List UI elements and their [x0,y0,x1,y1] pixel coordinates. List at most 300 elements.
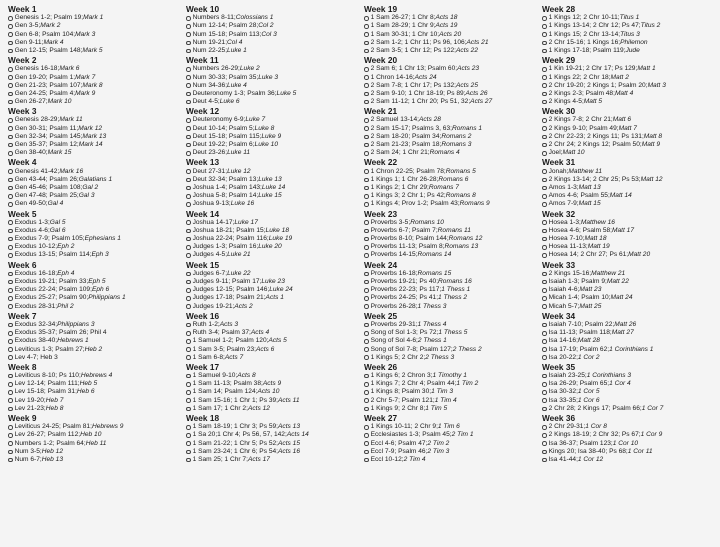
checkbox-circle-icon[interactable] [186,126,191,131]
reading-item[interactable] [364,116,538,124]
checkbox-circle-icon[interactable] [542,143,547,148]
checkbox-circle-icon[interactable] [364,323,369,328]
reading-item[interactable] [542,448,716,456]
checkbox-circle-icon[interactable] [542,433,547,438]
checkbox-circle-icon[interactable] [364,339,369,344]
reading-item[interactable] [542,243,716,251]
reading-item[interactable] [186,227,360,235]
checkbox-circle-icon[interactable] [364,24,369,29]
reading-item[interactable] [186,423,360,431]
checkbox-circle-icon[interactable] [364,75,369,80]
checkbox-circle-icon[interactable] [8,272,13,277]
reading-item[interactable] [8,235,182,243]
reading-item[interactable] [542,405,716,413]
checkbox-circle-icon[interactable] [8,100,13,105]
checkbox-circle-icon[interactable] [364,194,369,199]
checkbox-circle-icon[interactable] [364,169,369,174]
checkbox-circle-icon[interactable] [542,220,547,225]
checkbox-circle-icon[interactable] [8,288,13,293]
reading-item[interactable] [364,278,538,286]
reading-item[interactable] [542,219,716,227]
reading-item[interactable] [186,397,360,405]
checkbox-circle-icon[interactable] [364,458,369,463]
checkbox-circle-icon[interactable] [542,41,547,46]
checkbox-circle-icon[interactable] [8,245,13,250]
reading-item[interactable] [364,125,538,133]
checkbox-circle-icon[interactable] [364,407,369,412]
reading-item[interactable] [364,440,538,448]
reading-item[interactable] [186,270,360,278]
reading-item[interactable] [186,176,360,184]
checkbox-circle-icon[interactable] [364,41,369,46]
reading-item[interactable] [8,286,182,294]
checkbox-circle-icon[interactable] [186,331,191,336]
reading-item[interactable] [542,74,716,82]
checkbox-circle-icon[interactable] [542,458,547,463]
checkbox-circle-icon[interactable] [8,67,13,72]
reading-item[interactable] [364,90,538,98]
reading-item[interactable] [364,431,538,439]
reading-item[interactable] [8,440,182,448]
reading-item[interactable] [542,251,716,259]
checkbox-circle-icon[interactable] [186,229,191,234]
reading-item[interactable] [8,149,182,157]
checkbox-circle-icon[interactable] [364,92,369,97]
reading-item[interactable] [186,65,360,73]
checkbox-circle-icon[interactable] [8,151,13,156]
reading-item[interactable] [542,397,716,405]
reading-item[interactable] [8,200,182,208]
checkbox-circle-icon[interactable] [542,296,547,301]
reading-item[interactable] [542,423,716,431]
reading-item[interactable] [364,192,538,200]
checkbox-circle-icon[interactable] [542,398,547,403]
reading-item[interactable] [542,270,716,278]
checkbox-circle-icon[interactable] [8,92,13,97]
checkbox-circle-icon[interactable] [186,245,191,250]
checkbox-circle-icon[interactable] [186,135,191,140]
reading-item[interactable] [186,329,360,337]
checkbox-circle-icon[interactable] [364,118,369,123]
checkbox-circle-icon[interactable] [186,194,191,199]
reading-item[interactable] [364,39,538,47]
checkbox-circle-icon[interactable] [364,450,369,455]
reading-item[interactable] [542,278,716,286]
reading-item[interactable] [364,372,538,380]
reading-item[interactable] [364,456,538,464]
checkbox-circle-icon[interactable] [542,304,547,309]
reading-item[interactable] [8,125,182,133]
reading-item[interactable] [186,22,360,30]
checkbox-circle-icon[interactable] [542,237,547,242]
reading-item[interactable] [364,354,538,362]
checkbox-circle-icon[interactable] [8,441,13,446]
reading-item[interactable] [364,82,538,90]
reading-item[interactable] [186,440,360,448]
reading-item[interactable] [542,388,716,396]
checkbox-circle-icon[interactable] [542,355,547,360]
reading-item[interactable] [542,380,716,388]
checkbox-circle-icon[interactable] [8,374,13,379]
checkbox-circle-icon[interactable] [364,202,369,207]
reading-item[interactable] [8,116,182,124]
reading-item[interactable] [8,388,182,396]
checkbox-circle-icon[interactable] [364,220,369,225]
reading-item[interactable] [364,397,538,405]
reading-item[interactable] [186,125,360,133]
checkbox-circle-icon[interactable] [186,398,191,403]
checkbox-circle-icon[interactable] [542,288,547,293]
checkbox-circle-icon[interactable] [186,67,191,72]
checkbox-circle-icon[interactable] [8,304,13,309]
checkbox-circle-icon[interactable] [186,32,191,37]
checkbox-circle-icon[interactable] [8,398,13,403]
reading-item[interactable] [186,243,360,251]
checkbox-circle-icon[interactable] [186,143,191,148]
reading-item[interactable] [364,74,538,82]
checkbox-circle-icon[interactable] [186,323,191,328]
checkbox-circle-icon[interactable] [8,331,13,336]
reading-item[interactable] [364,200,538,208]
reading-item[interactable] [364,448,538,456]
checkbox-circle-icon[interactable] [542,272,547,277]
checkbox-circle-icon[interactable] [8,382,13,387]
reading-item[interactable] [364,243,538,251]
checkbox-circle-icon[interactable] [186,304,191,309]
checkbox-circle-icon[interactable] [364,331,369,336]
reading-item[interactable] [186,251,360,259]
reading-item[interactable] [542,176,716,184]
checkbox-circle-icon[interactable] [186,339,191,344]
reading-item[interactable] [364,168,538,176]
reading-item[interactable] [542,337,716,345]
reading-item[interactable] [186,380,360,388]
reading-item[interactable] [364,184,538,192]
reading-item[interactable] [186,47,360,55]
checkbox-circle-icon[interactable] [186,220,191,225]
reading-item[interactable] [364,303,538,311]
checkbox-circle-icon[interactable] [542,32,547,37]
reading-item[interactable] [186,456,360,464]
reading-item[interactable] [542,65,716,73]
checkbox-circle-icon[interactable] [542,92,547,97]
reading-item[interactable] [542,22,716,30]
checkbox-circle-icon[interactable] [364,398,369,403]
checkbox-circle-icon[interactable] [8,24,13,29]
reading-item[interactable] [364,47,538,55]
checkbox-circle-icon[interactable] [186,441,191,446]
checkbox-circle-icon[interactable] [542,323,547,328]
checkbox-circle-icon[interactable] [186,374,191,379]
reading-item[interactable] [186,448,360,456]
reading-item[interactable] [364,65,538,73]
reading-item[interactable] [364,22,538,30]
checkbox-circle-icon[interactable] [8,135,13,140]
checkbox-circle-icon[interactable] [8,126,13,131]
reading-item[interactable] [8,74,182,82]
reading-item[interactable] [186,431,360,439]
checkbox-circle-icon[interactable] [364,186,369,191]
checkbox-circle-icon[interactable] [542,118,547,123]
reading-item[interactable] [364,321,538,329]
checkbox-circle-icon[interactable] [8,16,13,21]
reading-item[interactable] [542,431,716,439]
reading-item[interactable] [8,303,182,311]
checkbox-circle-icon[interactable] [542,24,547,29]
checkbox-circle-icon[interactable] [542,135,547,140]
checkbox-circle-icon[interactable] [542,339,547,344]
reading-item[interactable] [186,14,360,22]
reading-item[interactable] [8,47,182,55]
reading-item[interactable] [8,65,182,73]
checkbox-circle-icon[interactable] [8,323,13,328]
reading-item[interactable] [542,116,716,124]
checkbox-circle-icon[interactable] [542,186,547,191]
reading-item[interactable] [8,133,182,141]
reading-item[interactable] [8,98,182,106]
reading-item[interactable] [364,133,538,141]
checkbox-circle-icon[interactable] [186,41,191,46]
reading-item[interactable] [8,168,182,176]
checkbox-circle-icon[interactable] [542,126,547,131]
reading-item[interactable] [364,388,538,396]
checkbox-circle-icon[interactable] [542,202,547,207]
reading-item[interactable] [364,286,538,294]
checkbox-circle-icon[interactable] [542,390,547,395]
checkbox-circle-icon[interactable] [364,304,369,309]
reading-item[interactable] [364,405,538,413]
checkbox-circle-icon[interactable] [8,143,13,148]
checkbox-circle-icon[interactable] [186,433,191,438]
checkbox-circle-icon[interactable] [542,280,547,285]
reading-item[interactable] [186,219,360,227]
checkbox-circle-icon[interactable] [186,425,191,430]
reading-item[interactable] [186,354,360,362]
checkbox-circle-icon[interactable] [8,407,13,412]
checkbox-circle-icon[interactable] [8,390,13,395]
reading-item[interactable] [8,380,182,388]
reading-item[interactable] [186,346,360,354]
reading-item[interactable] [364,380,538,388]
reading-item[interactable] [542,149,716,157]
checkbox-circle-icon[interactable] [542,169,547,174]
checkbox-circle-icon[interactable] [186,296,191,301]
checkbox-circle-icon[interactable] [542,100,547,105]
checkbox-circle-icon[interactable] [8,347,13,352]
reading-item[interactable] [186,74,360,82]
checkbox-circle-icon[interactable] [364,67,369,72]
reading-item[interactable] [8,405,182,413]
checkbox-circle-icon[interactable] [542,229,547,234]
reading-item[interactable] [186,98,360,106]
checkbox-circle-icon[interactable] [8,253,13,258]
checkbox-circle-icon[interactable] [364,272,369,277]
reading-item[interactable] [8,22,182,30]
reading-item[interactable] [364,14,538,22]
reading-item[interactable] [8,270,182,278]
reading-item[interactable] [186,149,360,157]
checkbox-circle-icon[interactable] [186,178,191,183]
checkbox-circle-icon[interactable] [542,16,547,21]
checkbox-circle-icon[interactable] [8,49,13,54]
checkbox-circle-icon[interactable] [8,32,13,37]
reading-item[interactable] [8,372,182,380]
checkbox-circle-icon[interactable] [364,126,369,131]
checkbox-circle-icon[interactable] [364,237,369,242]
checkbox-circle-icon[interactable] [364,245,369,250]
checkbox-circle-icon[interactable] [186,49,191,54]
checkbox-circle-icon[interactable] [186,202,191,207]
checkbox-circle-icon[interactable] [186,253,191,258]
reading-item[interactable] [186,278,360,286]
checkbox-circle-icon[interactable] [8,194,13,199]
reading-item[interactable] [542,168,716,176]
checkbox-circle-icon[interactable] [364,100,369,105]
reading-item[interactable] [186,168,360,176]
checkbox-circle-icon[interactable] [186,450,191,455]
reading-item[interactable] [186,321,360,329]
reading-item[interactable] [364,329,538,337]
checkbox-circle-icon[interactable] [542,441,547,446]
checkbox-circle-icon[interactable] [364,143,369,148]
checkbox-circle-icon[interactable] [542,253,547,258]
reading-item[interactable] [364,423,538,431]
checkbox-circle-icon[interactable] [8,186,13,191]
reading-item[interactable] [542,141,716,149]
reading-item[interactable] [542,235,716,243]
reading-item[interactable] [542,294,716,302]
reading-item[interactable] [542,286,716,294]
reading-item[interactable] [542,354,716,362]
reading-item[interactable] [186,294,360,302]
checkbox-circle-icon[interactable] [186,75,191,80]
reading-item[interactable] [186,141,360,149]
checkbox-circle-icon[interactable] [542,425,547,430]
checkbox-circle-icon[interactable] [186,288,191,293]
reading-item[interactable] [186,31,360,39]
checkbox-circle-icon[interactable] [186,151,191,156]
checkbox-circle-icon[interactable] [186,382,191,387]
checkbox-circle-icon[interactable] [364,32,369,37]
reading-item[interactable] [8,192,182,200]
reading-item[interactable] [542,329,716,337]
checkbox-circle-icon[interactable] [8,41,13,46]
checkbox-circle-icon[interactable] [364,16,369,21]
checkbox-circle-icon[interactable] [8,450,13,455]
checkbox-circle-icon[interactable] [364,433,369,438]
reading-item[interactable] [8,90,182,98]
checkbox-circle-icon[interactable] [542,83,547,88]
reading-item[interactable] [8,278,182,286]
checkbox-circle-icon[interactable] [186,272,191,277]
reading-item[interactable] [186,116,360,124]
checkbox-circle-icon[interactable] [364,135,369,140]
checkbox-circle-icon[interactable] [186,390,191,395]
reading-item[interactable] [186,90,360,98]
reading-item[interactable] [542,440,716,448]
reading-item[interactable] [8,219,182,227]
checkbox-circle-icon[interactable] [364,374,369,379]
checkbox-circle-icon[interactable] [542,347,547,352]
reading-item[interactable] [364,294,538,302]
checkbox-circle-icon[interactable] [364,296,369,301]
reading-item[interactable] [8,337,182,345]
reading-item[interactable] [186,303,360,311]
reading-item[interactable] [542,372,716,380]
reading-item[interactable] [8,329,182,337]
checkbox-circle-icon[interactable] [542,407,547,412]
reading-item[interactable] [542,321,716,329]
reading-item[interactable] [186,184,360,192]
reading-item[interactable] [364,176,538,184]
checkbox-circle-icon[interactable] [8,202,13,207]
checkbox-circle-icon[interactable] [542,331,547,336]
reading-item[interactable] [542,47,716,55]
reading-item[interactable] [8,31,182,39]
checkbox-circle-icon[interactable] [364,425,369,430]
checkbox-circle-icon[interactable] [8,425,13,430]
checkbox-circle-icon[interactable] [364,288,369,293]
checkbox-circle-icon[interactable] [8,169,13,174]
reading-item[interactable] [186,82,360,90]
checkbox-circle-icon[interactable] [186,280,191,285]
checkbox-circle-icon[interactable] [364,253,369,258]
reading-item[interactable] [542,192,716,200]
checkbox-circle-icon[interactable] [8,280,13,285]
checkbox-circle-icon[interactable] [542,49,547,54]
reading-item[interactable] [8,14,182,22]
checkbox-circle-icon[interactable] [186,100,191,105]
checkbox-circle-icon[interactable] [364,390,369,395]
checkbox-circle-icon[interactable] [186,24,191,29]
reading-item[interactable] [542,98,716,106]
checkbox-circle-icon[interactable] [364,347,369,352]
checkbox-circle-icon[interactable] [542,194,547,199]
checkbox-circle-icon[interactable] [542,374,547,379]
reading-item[interactable] [186,405,360,413]
checkbox-circle-icon[interactable] [8,178,13,183]
checkbox-circle-icon[interactable] [364,229,369,234]
checkbox-circle-icon[interactable] [542,450,547,455]
reading-item[interactable] [8,448,182,456]
checkbox-circle-icon[interactable] [8,229,13,234]
reading-item[interactable] [186,133,360,141]
reading-item[interactable] [364,219,538,227]
reading-item[interactable] [542,200,716,208]
reading-item[interactable] [8,227,182,235]
reading-item[interactable] [364,227,538,235]
checkbox-circle-icon[interactable] [542,382,547,387]
reading-item[interactable] [8,346,182,354]
reading-item[interactable] [542,303,716,311]
reading-item[interactable] [542,90,716,98]
checkbox-circle-icon[interactable] [542,178,547,183]
checkbox-circle-icon[interactable] [8,296,13,301]
reading-item[interactable] [364,235,538,243]
checkbox-circle-icon[interactable] [542,151,547,156]
reading-item[interactable] [8,354,182,362]
checkbox-circle-icon[interactable] [186,118,191,123]
reading-item[interactable] [542,14,716,22]
reading-item[interactable] [8,423,182,431]
reading-item[interactable] [542,184,716,192]
reading-item[interactable] [8,82,182,90]
reading-item[interactable] [8,251,182,259]
reading-item[interactable] [364,31,538,39]
reading-item[interactable] [8,243,182,251]
reading-item[interactable] [8,294,182,302]
checkbox-circle-icon[interactable] [8,75,13,80]
